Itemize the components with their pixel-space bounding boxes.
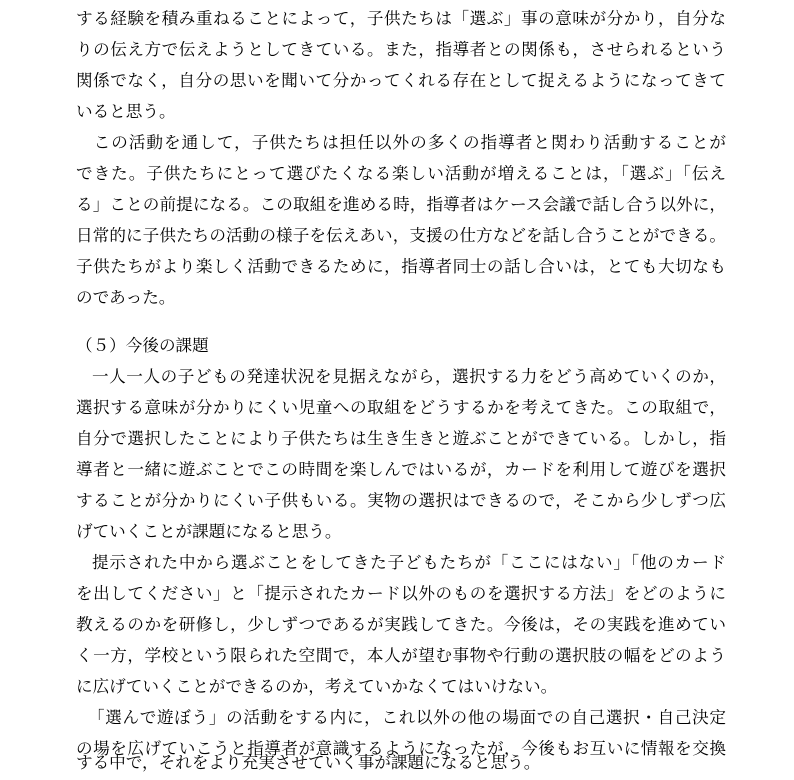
paragraph-4-line-3: 教えるのかを研修し，少しずつであるが実践してきた。今後は，その実践を進めてい xyxy=(76,615,726,634)
paragraph-3-line-5: することが分かりにくい子供もいる。実物の選択はできるので，そこから少しずつ広 xyxy=(76,491,726,510)
paragraph-2-line-2: できた。子供たちにとって選びたくなる楽しい活動が増えることは，「選ぶ」「伝え xyxy=(76,164,726,183)
paragraph-1-line-1: する経験を積み重ねることによって，子供たちは「選ぶ」事の意味が分かり，自分な xyxy=(76,9,726,28)
paragraph-1-line-2: りの伝え方で伝えようとしてきている。また，指導者との関係も，させられるという xyxy=(76,40,726,59)
paragraph-3-line-2: 選択する意味が分かりにくい児童への取組をどうするかを考えてきた。この取組で， xyxy=(76,398,726,417)
paragraph-2-line-1: この活動を通して，子供たちは担任以外の多くの指導者と関わり活動することが xyxy=(76,133,726,152)
paragraph-5-line-1: 「選んで遊ぼう」の活動をする内に，これ以外の他の場面での自己選択・自己決定 xyxy=(88,708,726,727)
paragraph-1-line-3: 関係でなく，自分の思いを聞いて分かってくれる存在として捉えるようになってきて xyxy=(76,71,726,90)
paragraph-2-line-6: のであった。 xyxy=(76,288,176,307)
paragraph-5-line-3: する中で，それをより充実させていく事が課題になると思う。 xyxy=(76,753,541,772)
paragraph-5-line-2: の場を広げていこうと指導者が意識するようになったが，今後もお互いに情報を交換 xyxy=(76,739,726,758)
paragraph-2-line-3: る」ことの前提になる。この取組を進める時，指導者はケース会議で話し合う以外に， xyxy=(76,195,726,214)
paragraph-3-line-3: 自分で選択したことにより子供たちは生き生きと遊ぶことができている。しかし，指 xyxy=(76,429,726,448)
paragraph-4-line-2: を出してください」と「提示されたカード以外のものを選択する方法」をどのように xyxy=(76,584,726,603)
paragraph-4-line-1: 提示された中から選ぶことをしてきた子どもたちが「ここにはない」「他のカード xyxy=(92,553,726,572)
section-heading: （５）今後の課題 xyxy=(76,336,209,355)
paragraph-3-line-6: げていくことが課題になると思う。 xyxy=(76,522,342,541)
paragraph-3-line-4: 導者と一緒に遊ぶことでこの時間を楽しんではいるが，カードを利用して遊びを選択 xyxy=(76,460,726,479)
paragraph-4-line-4: く一方，学校という限られた空間で，本人が望む事物や行動の選択肢の幅をどのよう xyxy=(76,646,726,665)
paragraph-2-line-5: 子供たちがより楽しく活動できるために，指導者同士の話し合いは，とても大切なも xyxy=(76,257,726,276)
paragraph-3-line-1: 一人一人の子どもの発達状況を見据えながら，選択する力をどう高めていくのか， xyxy=(92,367,726,386)
paragraph-4-line-5: に広げていくことができるのか，考えていかなくてはいけない。 xyxy=(76,677,558,696)
paragraph-1-line-4: いると思う。 xyxy=(76,102,176,121)
paragraph-2-line-4: 日常的に子供たちの活動の様子を伝えあい，支援の仕方などを話し合うことができる。 xyxy=(76,226,726,245)
